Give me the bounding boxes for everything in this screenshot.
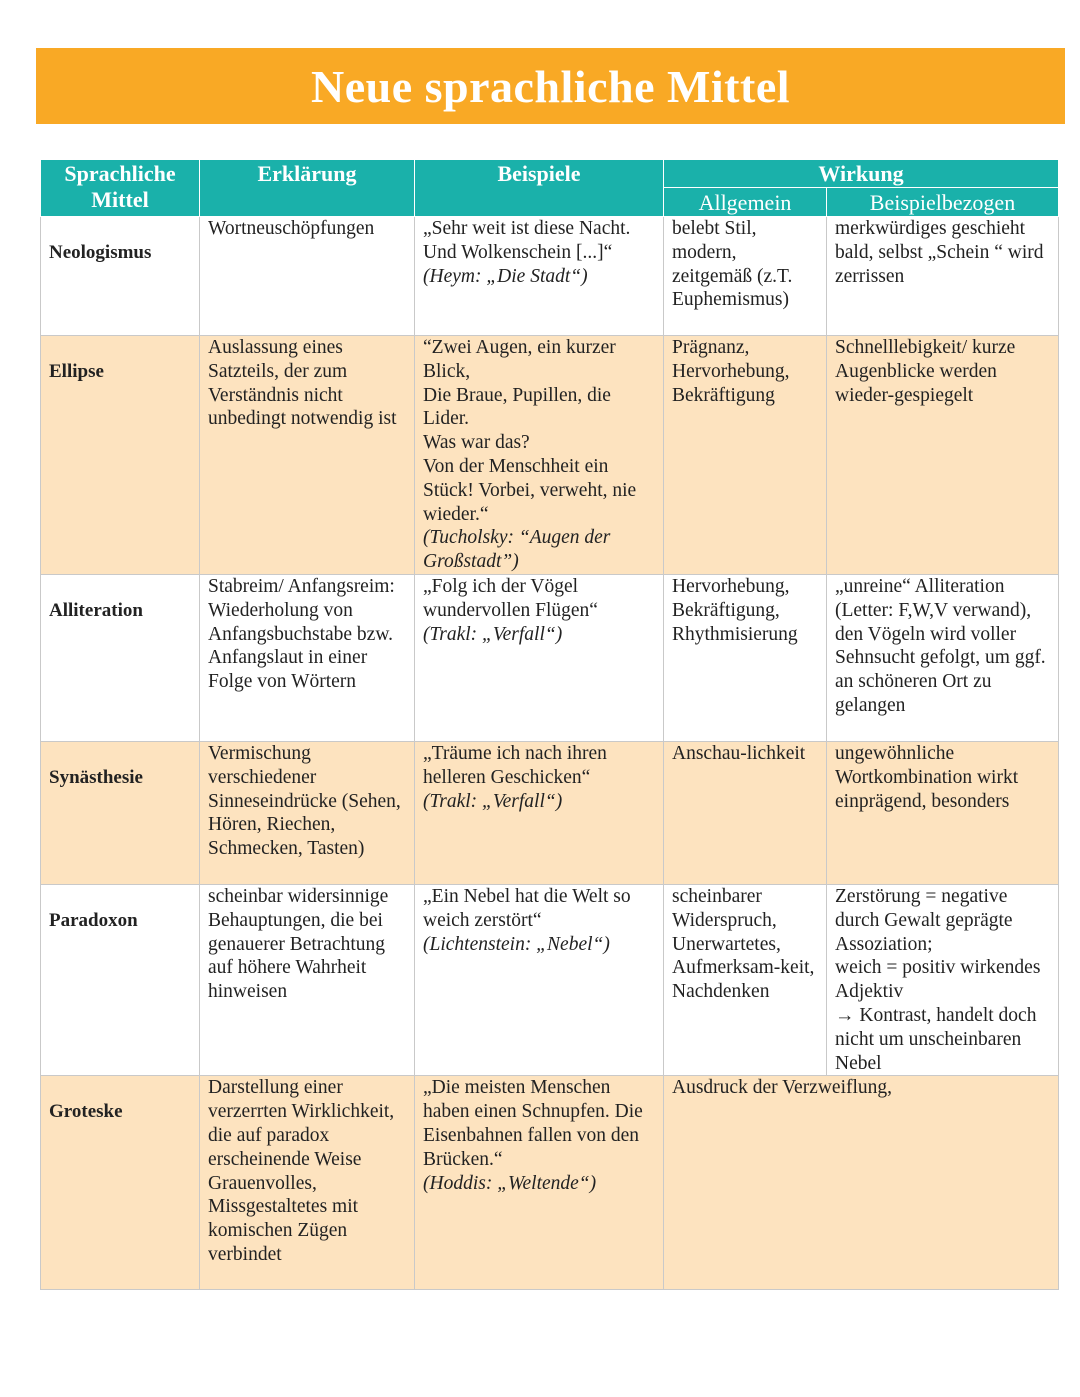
title-banner bbox=[36, 48, 1065, 124]
bezogen-line: „unreine“ Alliteration (Letter: F,W,V verwand), bbox=[835, 575, 1032, 621]
erklaerung-cell: Vermischung verschiedener Sinneseindrücke (Sehen, Hören, Riechen, Schmecken, Tasten) bbox=[200, 741, 415, 884]
beispiel-line: Was war das? bbox=[423, 432, 530, 454]
beispiel-cell bbox=[415, 336, 664, 575]
erklaerung-cell: Stabreim/ Anfangsreim: Wiederholung von Anfangsbuchstabe bzw. Anfangslaut in einer Folge von Wörtern bbox=[200, 574, 415, 741]
wirkung-bezogen-cell: ungewöhnliche Wortkombination wirkt einprägend, besonders bbox=[827, 741, 1059, 884]
table-row bbox=[41, 1076, 1059, 1290]
beispiel-text: „Ein Nebel hat die Welt so weich zerstört“ bbox=[423, 885, 631, 931]
beispiel-text: „Sehr weit ist diese Nacht. Und Wolkenschein [...]“ bbox=[423, 218, 631, 263]
wirkung-cell: Ausdruck der Verzweiflung, bbox=[664, 1076, 1059, 1290]
wirkung-bezogen-cell bbox=[827, 574, 1059, 741]
beispiel-text: „Träume ich nach ihren helleren Geschicken“ bbox=[423, 742, 607, 788]
header-beispiele: Beispiele bbox=[415, 160, 664, 217]
beispiel-quelle: (Trakl: „Verfall“) bbox=[423, 623, 563, 645]
beispiel-line: Von der Menschheit ein Stück! Vorbei, verweht, nie wieder.“ bbox=[423, 455, 637, 525]
wirkung-allgemein-cell: Hervorhebung, Bekräftigung, Rhythmisierung bbox=[664, 574, 827, 741]
erklaerung-cell: Auslassung eines Satzteils, der zum Verständnis nicht unbedingt notwendig ist bbox=[200, 336, 415, 575]
beispiel-line: “Zwei Augen, ein kurzer Blick, bbox=[423, 337, 616, 382]
wirkung-allgemein-cell: Anschau-lichkeit bbox=[664, 741, 827, 884]
beispiel-text: „Die meisten Menschen haben einen Schnupfen. Die Eisenbahnen fallen von den Brücken.“ bbox=[423, 1077, 643, 1170]
beispiel-quelle: (Lichtenstein: „Nebel“) bbox=[423, 933, 610, 955]
beispiel-cell bbox=[415, 884, 664, 1075]
term-synaesthesie: Synästhesie bbox=[41, 741, 200, 884]
beispiel-cell bbox=[415, 574, 664, 741]
erklaerung-cell: Darstellung einer verzerrten Wirklichkeit, die auf paradox erscheinende Weise Grauenvolles, Missgestaltetes mit komischen Zügen verbindet bbox=[200, 1076, 415, 1290]
beispiel-quelle: (Hoddis: „Weltende“) bbox=[423, 1172, 597, 1194]
beispiel-cell bbox=[415, 217, 664, 336]
erklaerung-cell: scheinbar widersinnige Behauptungen, die bei genauerer Betrachtung auf höhere Wahrheit hinweisen bbox=[200, 884, 415, 1075]
wirkung-bezogen-cell: Schnelllebigkeit/ kurze Augenblicke werden wieder-gespiegelt bbox=[827, 336, 1059, 575]
table-row bbox=[41, 217, 1059, 336]
term-alliteration: Alliteration bbox=[41, 574, 200, 741]
header-sprachliche-mittel: Sprachliche Mittel bbox=[41, 160, 200, 217]
beispiel-line: Die Braue, Pupillen, die Lider. bbox=[423, 384, 611, 430]
bezogen-line: Zerstörung = negative durch Gewalt geprägte Assoziation; bbox=[835, 885, 1013, 955]
beispiel-text: „Folg ich der Vögel wundervollen Flügen“ bbox=[423, 575, 598, 621]
table-row bbox=[41, 884, 1059, 1075]
beispiel-cell bbox=[415, 741, 664, 884]
beispiel-quelle: (Heym: „Die Stadt“) bbox=[423, 265, 588, 287]
wirkung-allgemein-cell: belebt Stil, modern, zeitgemäß (z.T. Euphemismus) bbox=[664, 217, 827, 336]
bezogen-line: den Vögeln wird voller Sehnsucht gefolgt, um ggf. an schöneren Ort zu gelangen bbox=[835, 623, 1046, 716]
beispiel-quelle: (Tucholsky: “Augen der Großstadt”) bbox=[423, 527, 611, 573]
bezogen-line: weich = positiv wirkendes Adjektiv bbox=[835, 957, 1041, 1003]
bezogen-line: → Kontrast, handelt doch nicht um unscheinbaren Nebel bbox=[835, 1004, 1037, 1074]
table-row bbox=[41, 574, 1059, 741]
beispiel-cell bbox=[415, 1076, 664, 1290]
table-row bbox=[41, 741, 1059, 884]
header-erklaerung: Erklärung bbox=[200, 160, 415, 217]
term-paradoxon: Paradoxon bbox=[41, 884, 200, 1075]
stylistic-devices-table bbox=[40, 159, 1059, 1290]
term-groteske: Groteske bbox=[41, 1076, 200, 1290]
term-ellipse: Ellipse bbox=[41, 336, 200, 575]
wirkung-allgemein-cell: Prägnanz, Hervorhebung, Bekräftigung bbox=[664, 336, 827, 575]
term-neologismus: Neologismus bbox=[41, 217, 200, 336]
header-allgemein: Allgemein bbox=[664, 188, 827, 217]
wirkung-bezogen-cell: merkwürdiges geschieht bald, selbst „Schein “ wird zerrissen bbox=[827, 217, 1059, 336]
table-row bbox=[41, 336, 1059, 575]
erklaerung-cell: Wortneuschöpfungen bbox=[200, 217, 415, 336]
page-title: Neue sprachliche Mittel bbox=[310, 60, 791, 112]
beispiel-quelle: (Trakl: „Verfall“) bbox=[423, 790, 563, 812]
header-wirkung: Wirkung bbox=[664, 160, 1059, 188]
wirkung-bezogen-cell bbox=[827, 884, 1059, 1075]
wirkung-allgemein-cell: scheinbarer Widerspruch, Unerwartetes, Aufmerksam-keit, Nachdenken bbox=[664, 884, 827, 1075]
header-beispielbezogen: Beispielbezogen bbox=[827, 188, 1059, 217]
